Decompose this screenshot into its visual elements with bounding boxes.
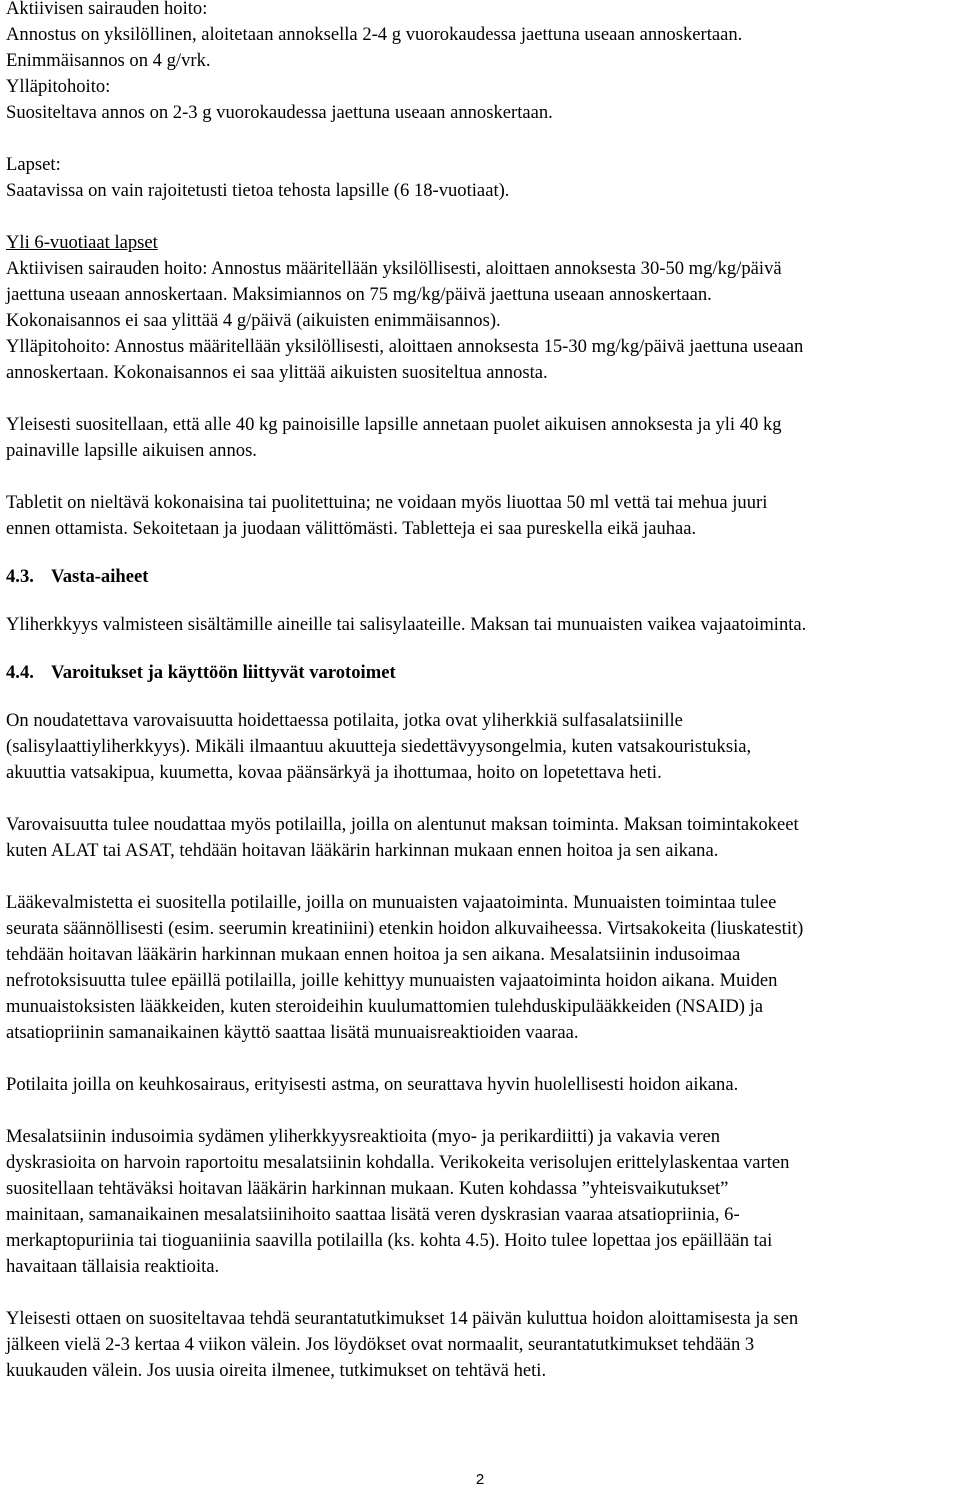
section-4-3-heading — [6, 564, 956, 590]
children-label: Lapset — [6, 154, 56, 175]
section-number: 4.3. — [6, 566, 34, 587]
warning-line: kuukauden välein. Jos uusia oireita ilmenee, tutkimukset on tehtävä heti. — [6, 1360, 547, 1381]
warning-line: merkaptopuriinia tai tioguaniinia saavilla potilailla (ks. kohta 4.5). Hoito tulee lopettaa jos epäillään tai — [6, 1230, 773, 1251]
document-body — [6, 0, 956, 1384]
weight-line: painaville lapsille aikuisen annos. — [6, 440, 257, 461]
section-title: Varoitukset ja käyttöön liittyvät varotoimet — [51, 662, 396, 683]
children-line: Saatavissa on vain rajoitetusti tietoa tehosta lapsille (6 18-vuotiaat). — [6, 180, 510, 201]
warning-line: Potilaita joilla on keuhkosairaus, erityisesti astma, on seurattava hyvin huolellisesti hoidon aikana. — [6, 1074, 739, 1095]
warning-line: munuaistoksisten lääkkeiden, kuten steroideihin kuulumattomien tulehduskipulääkkeiden (NSAID) ja — [6, 996, 764, 1017]
active-treatment-line: Annostus on yksilöllinen, aloitetaan annoksella 2-4 g vuorokaudessa jaettuna useaan annoskertaan. — [6, 24, 743, 45]
warning-line: mainitaan, samanaikainen mesalatsiinihoito saattaa lisätä veren dyskrasian vaaraa atsatiopriinia, 6- — [6, 1204, 740, 1225]
active-treatment-label: Aktiivisen sairauden hoito: — [6, 0, 208, 19]
weight-line: Yleisesti suositellaan, että alle 40 kg painoisille lapsille annetaan puolet aikuisen annoksesta ja yli 40 kg — [6, 414, 782, 435]
children-colon: : — [55, 154, 61, 175]
children-heading — [6, 152, 956, 178]
warning-line: Mesalatsiinin indusoimia sydämen yliherkkyysreaktioita (myo- ja perikardiitti) ja vakavia veren — [6, 1126, 721, 1147]
warning-line: kuten ALAT tai ASAT, tehdään hoitavan lääkärin harkinnan mukaan ennen hoitoa ja sen aikana. — [6, 840, 719, 861]
maintenance-line: Suositeltava annos on 2-3 g vuorokaudessa jaettuna useaan annoskertaan. — [6, 102, 553, 123]
max-dose-line: Enimmäisannos on 4 g/vrk. — [6, 50, 211, 71]
over-six-line: Ylläpitohoito: Annostus määritellään yksilöllisesti, aloittaen annoksesta 15-30 mg/kg/päivä jaettuna useaan — [6, 336, 804, 357]
section-4-4-heading — [6, 660, 956, 686]
tablet-line: ennen ottamista. Sekoitetaan ja juodaan välittömästi. Tabletteja ei saa pureskella eikä jauhaa. — [6, 518, 697, 539]
warning-line: seurata säännöllisesti (esim. seerumin kreatiniini) etenkin hoidon alkuvaiheessa. Virtsakokeita (liuskatestit) — [6, 918, 804, 939]
warning-line: Varovaisuutta tulee noudattaa myös potilailla, joilla on alentunut maksan toiminta. Maksan toimintakokeet — [6, 814, 799, 835]
section-title: Vasta-aiheet — [51, 566, 149, 587]
warning-line: dyskrasioita on harvoin raportoitu mesalatsiinin kohdalla. Verikokeita verisolujen erittelylaskentaa varten — [6, 1152, 790, 1173]
warning-line: Lääkevalmistetta ei suositella potilaille, joilla on munuaisten vajaatoiminta. Munuaisten toimintaa tulee — [6, 892, 777, 913]
warning-line: tehdään hoitavan lääkärin harkinnan mukaan ennen hoitoa ja sen aikana. Mesalatsiinin indusoimaa — [6, 944, 741, 965]
over-six-line: annoskertaan. Kokonaisannos ei saa ylittää aikuisten suositeltua annosta. — [6, 362, 548, 383]
tablet-line: Tabletit on nieltävä kokonaisina tai puolitettuina; ne voidaan myös liuottaa 50 ml vettä tai mehua juuri — [6, 492, 768, 513]
over-six-line: Aktiivisen sairauden hoito: Annostus määritellään yksilöllisesti, aloittaen annoksesta 30-50 mg/kg/päivä — [6, 258, 782, 279]
warning-line: akuuttia vatsakipua, kuumetta, kovaa päänsärkyä ja ihottumaa, hoito on lopetettava heti. — [6, 762, 662, 783]
warning-line: Yleisesti ottaen on suositeltavaa tehdä seurantatutkimukset 14 päivän kuluttua hoidon aloittamisesta ja sen — [6, 1308, 799, 1329]
warning-line: nefrotoksisuutta tulee epäillä potilailla, joille kehittyy munuaisten vajaatoiminta hoidon aikana. Muiden — [6, 970, 778, 991]
warning-line: havaitaan tällaisia reaktioita. — [6, 1256, 220, 1277]
warning-line: atsatiopriinin samanaikainen käyttö saattaa lisätä munuaisreaktioiden vaaraa. — [6, 1022, 579, 1043]
warning-line: suositellaan tehtäväksi hoitavan lääkärin harkinnan mukaan. Kuten kohdassa ”yhteisvaikutukset” — [6, 1178, 729, 1199]
warning-line: On noudatettava varovaisuutta hoidettaessa potilaita, jotka ovat yliherkkiä sulfasalatsiinille — [6, 710, 683, 731]
over-six-line: jaettuna useaan annoskertaan. Maksimiannos on 75 mg/kg/päivä jaettuna useaan annoskertaan. — [6, 284, 712, 305]
over-six-heading: Yli 6-vuotiaat lapset — [6, 232, 158, 253]
warning-line: (salisylaattiyliherkkyys). Mikäli ilmaantuu akuutteja siedettävyysongelmia, kuten vatsakouristuksia, — [6, 736, 752, 757]
section-number: 4.4. — [6, 662, 34, 683]
page-number: 2 — [475, 1471, 485, 1488]
warning-line: jälkeen vielä 2-3 kertaa 4 viikon välein. Jos löydökset ovat normaalit, seurantatutkimukset tehdään 3 — [6, 1334, 755, 1355]
over-six-line: Kokonaisannos ei saa ylittää 4 g/päivä (aikuisten enimmäisannos). — [6, 310, 501, 331]
maintenance-label: Ylläpitohoito: — [6, 76, 111, 97]
contraindications-text: Yliherkkyys valmisteen sisältämille aineille tai salisylaateille. Maksan tai munuaisten vaikea vajaatoiminta. — [6, 614, 807, 635]
